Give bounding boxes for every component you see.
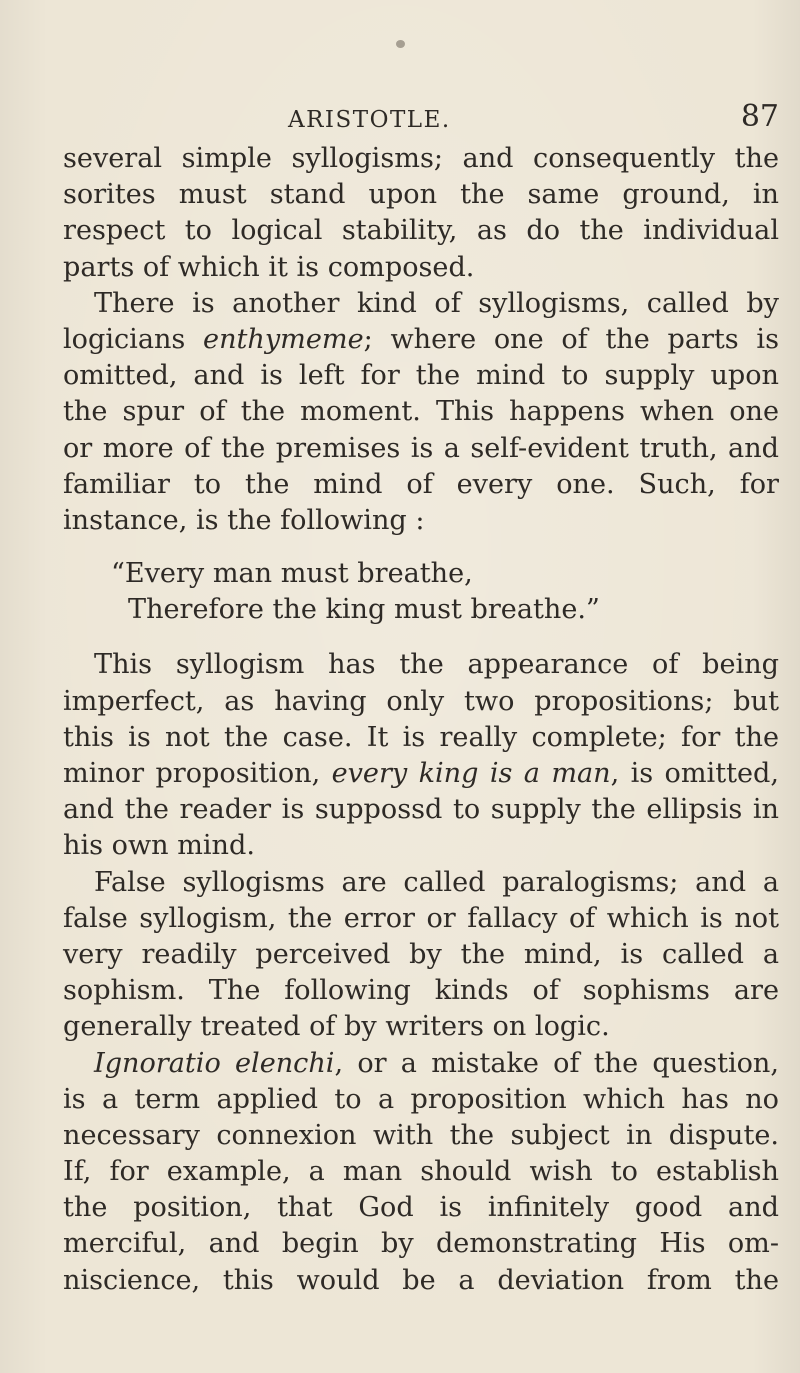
text-line: the spur of the moment. This happens when one [63, 396, 779, 428]
text-line: the position, that God is infinitely good and [63, 1192, 779, 1224]
text-line: respect to logical stability, as do the individual [63, 215, 779, 247]
text-line: or more of the premises is a self-evident truth, and [63, 432, 779, 464]
text-line: is a term applied to a proposition which has no [63, 1083, 779, 1115]
text-span: logicians [63, 323, 204, 355]
text-line [63, 322, 779, 358]
text-line: very readily perceived by the mind, is called a [63, 938, 779, 970]
text-line: imperfect, as having only two propositions; but [63, 685, 779, 717]
book-page [63, 99, 779, 1299]
text-line: This syllogism has the appearance of being [94, 649, 779, 681]
ink-mark [396, 40, 405, 48]
text-span: minor proposition, [63, 758, 332, 789]
text-line: and the reader is suppossd to supply the ellipsis in [63, 794, 779, 826]
paragraph-ignoratio-elenchi [63, 1046, 779, 1299]
page-number: 87 [740, 99, 779, 134]
term-minor-proposition: every king is a man [331, 758, 611, 789]
text-span: ; where one of the parts is [363, 323, 779, 355]
text-line [63, 1046, 779, 1082]
text-line: If, for example, a man should wish to establish [63, 1156, 779, 1188]
text-line: necessary connexion with the subject in dispute. [63, 1119, 779, 1151]
text-line: several simple syllogisms; and consequently the [63, 143, 779, 174]
quote-line: “Every man must breathe, [111, 558, 473, 590]
quote-line: Therefore the king must breathe.” [128, 594, 600, 626]
term-ignoratio-elenchi: Ignoratio elenchi [94, 1047, 335, 1079]
paragraph-syllogism [63, 647, 779, 864]
page-header [63, 99, 779, 141]
text-span: , is omitted, [610, 758, 779, 789]
text-line: false syllogism, the error or fallacy of which is not [63, 902, 779, 934]
text-line: parts of which it is composed. [63, 251, 475, 283]
text-line: his own mind. [63, 830, 255, 862]
block-quote [63, 556, 779, 628]
paragraph-paralogisms [63, 865, 779, 1046]
text-line: merciful, and begin by demonstrating His om- [63, 1228, 779, 1260]
text-line: sorites must stand upon the same ground, in [63, 179, 779, 211]
text-line: There is another kind of syllogisms, called by [94, 287, 779, 319]
running-head: ARISTOTLE. [288, 107, 451, 133]
text-span: , or a mistake of the question, [334, 1047, 779, 1079]
text-line: niscience, this would be a deviation from the [63, 1264, 779, 1296]
text-line: generally treated of by writers on logic. [63, 1011, 610, 1043]
text-line: False syllogisms are called paralogisms; and a [94, 866, 779, 898]
paragraph-continuation [63, 141, 779, 286]
text-line: sophism. The following kinds of sophisms are [63, 975, 779, 1007]
text-line: instance, is the following : [63, 504, 425, 536]
text-line [63, 756, 779, 792]
term-enthymeme: enthymeme [203, 323, 364, 355]
text-line: familiar to the mind of every one. Such, for [63, 468, 779, 500]
text-line: omitted, and is left for the mind to supply upon [63, 360, 779, 392]
paragraph-enthymeme [63, 286, 779, 539]
text-line: this is not the case. It is really complete; for the [63, 721, 779, 753]
